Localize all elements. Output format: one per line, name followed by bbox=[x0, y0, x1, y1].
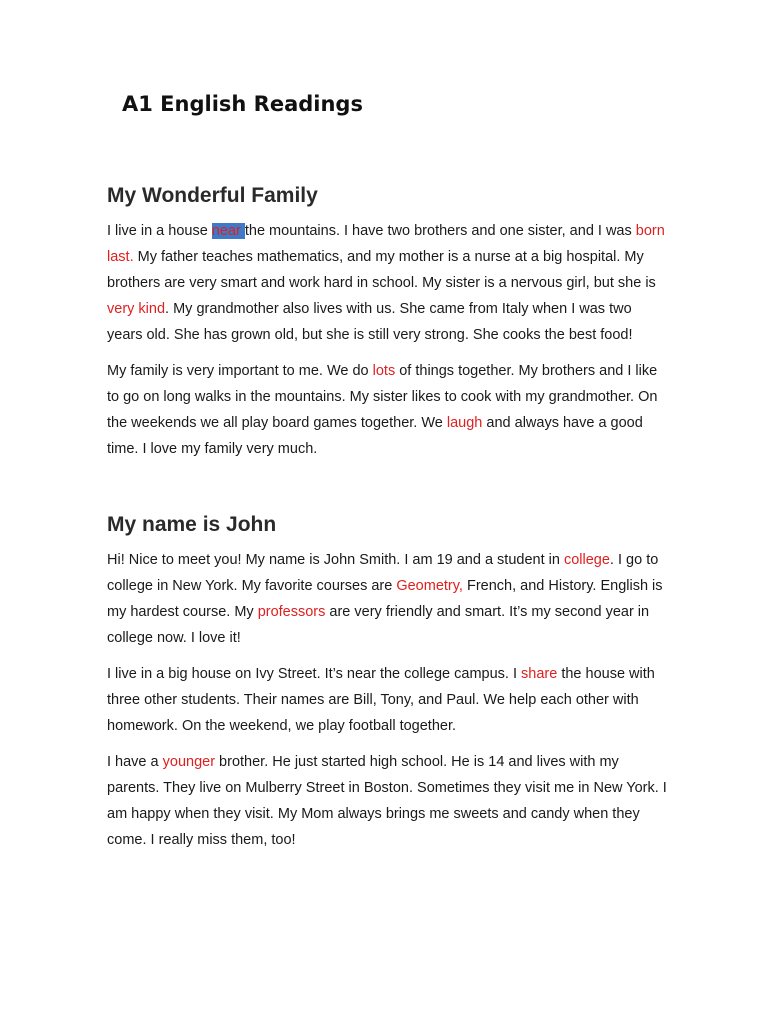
document-title: A1 English Readings bbox=[122, 92, 363, 116]
text-run: Hi! Nice to meet you! My name is John Smith. I am 19 and a student in bbox=[107, 552, 564, 568]
story-paragraph bbox=[107, 749, 667, 853]
highlighted-phrase: professors bbox=[257, 604, 326, 620]
highlighted-phrase: younger bbox=[162, 754, 216, 770]
text-run: . My grandmother also lives with us. She came from Italy when I was two years old. She has grown old, but she is still very strong. She cooks the best food! bbox=[107, 301, 633, 343]
text-run: . I go to college in New York. My favorite courses are bbox=[107, 552, 659, 594]
highlighted-phrase: very kind bbox=[107, 301, 166, 317]
text-run: French, and History. English is my hardest course. My bbox=[107, 578, 663, 620]
story-title: My Wonderful Family bbox=[107, 184, 318, 207]
highlighted-phrase: laugh bbox=[446, 415, 483, 431]
text-run: are very friendly and smart. It’s my second year in college now. I love it! bbox=[107, 604, 650, 646]
highlighted-phrase: lots bbox=[372, 363, 396, 379]
story-paragraph bbox=[107, 358, 667, 462]
text-run: the mountains. I have two brothers and one sister, and I was bbox=[244, 223, 636, 239]
text-run: I have a bbox=[107, 754, 163, 770]
story-my-wonderful-family bbox=[107, 184, 667, 472]
story-paragraph bbox=[107, 547, 667, 651]
highlighted-phrase: Geometry, bbox=[396, 578, 463, 594]
selected-word[interactable]: near bbox=[211, 223, 245, 239]
text-run: I live in a big house on Ivy Street. It’s near the college campus. I bbox=[107, 666, 522, 682]
text-run: My father teaches mathematics, and my mother is a nurse at a big hospital. My brothers are very smart and work hard in school. My sister is a nervous girl, but she is bbox=[107, 249, 656, 291]
highlighted-phrase: share bbox=[521, 666, 558, 682]
text-run: of things together. My brothers and I like to go on long walks in the mountains. My sister likes to cook with my grandmother. On the weekends we all play board games together. We bbox=[107, 363, 658, 431]
story-my-name-is-john bbox=[107, 513, 667, 863]
text-run: brother. He just started high school. He is 14 and lives with my parents. They live on Mulberry Street in Boston. Sometimes they visit me in New York. I am happy when they visit. My Mom always brings me sweets and candy when they come. I really miss them, too! bbox=[107, 754, 667, 848]
text-run: and always have a good time. I love my family very much. bbox=[107, 415, 643, 457]
text-run: I live in a house bbox=[107, 223, 212, 239]
text-run: My family is very important to me. We do bbox=[107, 363, 373, 379]
story-paragraph bbox=[107, 661, 667, 739]
highlighted-phrase: college bbox=[563, 552, 610, 568]
story-title: My name is John bbox=[107, 513, 277, 536]
text-run: the house with three other students. Their names are Bill, Tony, and Paul. We help each other with homework. On the weekend, we play football together. bbox=[107, 666, 655, 734]
story-paragraph bbox=[107, 218, 667, 348]
highlighted-phrase: born last. bbox=[107, 223, 665, 265]
